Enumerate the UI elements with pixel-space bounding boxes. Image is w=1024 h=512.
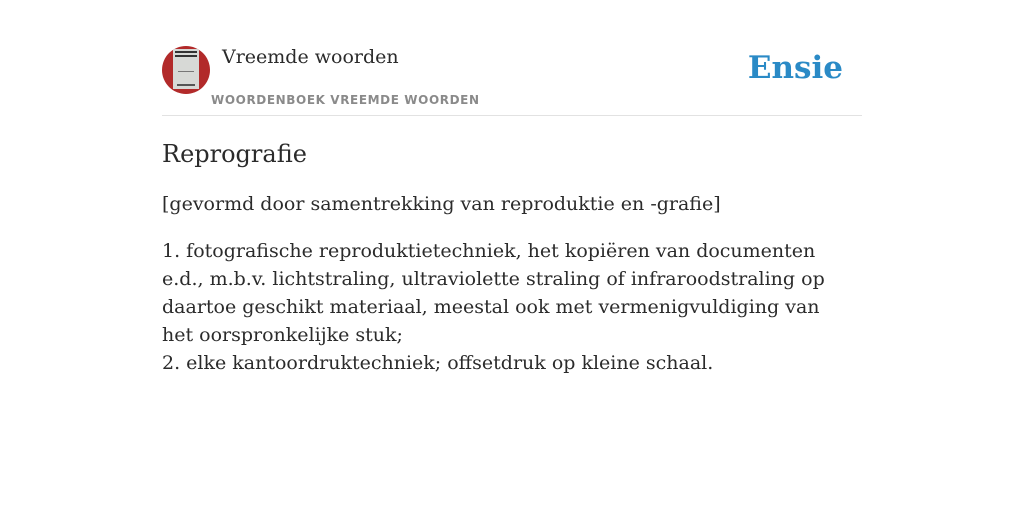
page-header xyxy=(162,44,862,116)
dictionary-logo[interactable] xyxy=(162,46,210,94)
entry-content xyxy=(162,138,862,377)
entry-etymology: [gevormd door samentrekking van reproduktie en -grafie] xyxy=(162,193,721,215)
definition-item: 1. fotografische reproduktietechniek, het kopiëren van documenten e.d., m.b.v. lichtstraling, ultraviolette straling of infraroodstraling op daartoe geschikt materiaal, meestal ook met vermenigvuldiging van het oorspronkelijke stuk; xyxy=(162,240,825,346)
ensie-logo[interactable]: Ensie xyxy=(747,50,843,86)
book-cover-icon xyxy=(173,49,199,89)
definition-item: 2. elke kantoordruktechniek; offsetdruk op kleine schaal. xyxy=(162,352,714,374)
entry-title: Reprografie xyxy=(162,140,307,168)
entry-definitions xyxy=(162,237,852,377)
dictionary-subtitle[interactable]: WOORDENBOEK VREEMDE WOORDEN xyxy=(211,93,480,107)
dictionary-title[interactable]: Vreemde woorden xyxy=(222,46,399,68)
